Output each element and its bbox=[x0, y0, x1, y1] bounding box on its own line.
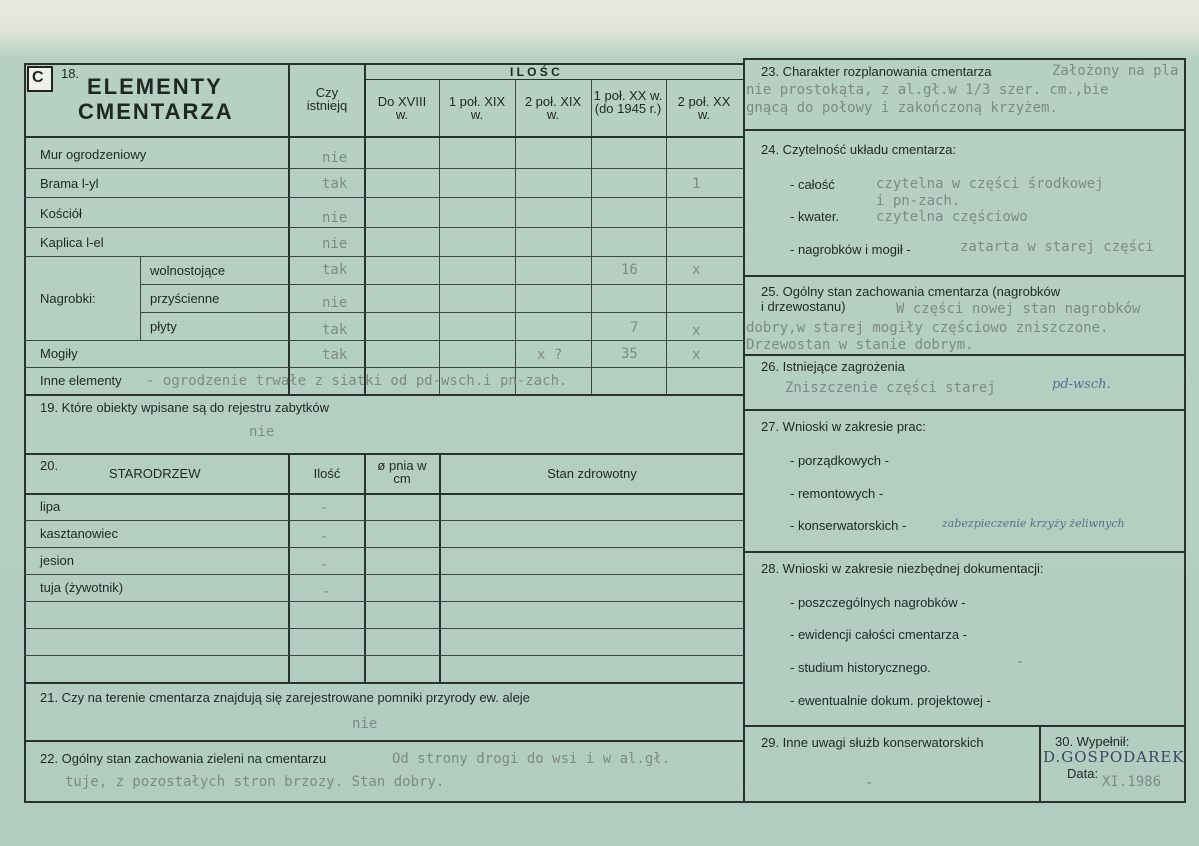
s18-row-line-4 bbox=[24, 256, 745, 257]
s18-period-3: 2 poł. XIX w. bbox=[524, 94, 582, 122]
s18-row-mur-label: Mur ogrodzeniowy bbox=[40, 147, 147, 162]
s19-value: nie bbox=[249, 424, 275, 440]
s18-inne-value: - ogrodzenie trwałe z siatki od pd-wsch.i pn-zach. bbox=[146, 373, 568, 389]
s18-row-line-7 bbox=[24, 340, 745, 341]
s18-number: 18. bbox=[61, 66, 80, 81]
s24-calosc-value-2: i pn-zach. bbox=[876, 193, 961, 209]
s20-row-3-name: jesion bbox=[40, 553, 74, 568]
center-divider bbox=[743, 58, 745, 803]
s18-period-2: 1 poł. XIX w. bbox=[448, 94, 506, 122]
s23-value-line2: nie prostokąta, z al.gł.w 1/3 szer. cm.,bie bbox=[746, 82, 1109, 98]
s18-kaplica-czy: nie bbox=[322, 236, 348, 252]
s24-calosc-value-1: czytelna w części środkowej bbox=[876, 176, 1104, 192]
s18-brama-p5: 1 bbox=[692, 176, 701, 192]
s26-label: 26. Istniejące zagrożenia bbox=[761, 359, 905, 374]
s18-brama-czy: tak bbox=[322, 176, 348, 192]
s19-bottom bbox=[24, 453, 745, 455]
s24-kwater-value: czytelna częściowo bbox=[876, 209, 1028, 225]
s18-col-czy-left bbox=[288, 65, 290, 395]
left-bottom-border bbox=[24, 801, 745, 803]
s28-item-ewidencji: - ewidencji całości cmentarza - bbox=[790, 627, 968, 642]
s18-row-plyty-label: płyty bbox=[150, 319, 177, 334]
s23-label: 23. Charakter rozplanowania cmentarza bbox=[761, 64, 992, 79]
s26-handwritten: pd-wsch. bbox=[1052, 377, 1111, 392]
s25-value-2: dobry,w starej mogiły częściowo zniszczone. bbox=[746, 320, 1109, 336]
s20-col-ilosc: Ilość bbox=[313, 466, 341, 481]
s24-calosc-label: - całość bbox=[790, 177, 835, 192]
s25-bottom bbox=[743, 354, 1186, 356]
left-left-border bbox=[24, 63, 26, 803]
s27-handwritten: zabezpieczenie krzyży żeliwnych bbox=[942, 517, 1125, 530]
s18-row-przy-label: przyścienne bbox=[150, 291, 220, 306]
s18-col-p4-left bbox=[591, 80, 592, 395]
s20-row-1-name: lipa bbox=[40, 499, 61, 514]
s18-row-kaplica-label: Kaplica l-el bbox=[40, 235, 104, 250]
s28-dash-studium: - bbox=[1016, 654, 1025, 670]
s25-value-1: W części nowej stan nagrobków bbox=[896, 301, 1141, 317]
s20-col-stan: Stan zdrowotny bbox=[547, 466, 637, 481]
s28-item-nagrobkow: - poszczególnych nagrobków - bbox=[790, 595, 966, 610]
corner-letter: C bbox=[32, 69, 44, 86]
s20-title: STARODRZEW bbox=[109, 466, 201, 481]
s27-label: 27. Wnioski w zakresie prac: bbox=[761, 419, 926, 434]
s25-label-2: i drzewostanu) bbox=[761, 299, 846, 314]
s21-bottom bbox=[24, 740, 745, 742]
s18-kosciol-czy: nie bbox=[322, 210, 348, 226]
s20-header-bottom bbox=[24, 493, 745, 495]
s18-header-bottom bbox=[24, 136, 745, 138]
s28-item-studium: - studium historycznego. bbox=[790, 660, 931, 675]
s22-value-line1: Od strony drogi do wsi i w al.gł. bbox=[392, 751, 671, 767]
s23-value-line3: gnącą do połowy i zakończoną krzyżem. bbox=[746, 100, 1058, 116]
s18-period-5: 2 poł. XX w. bbox=[677, 94, 731, 122]
s26-bottom bbox=[743, 409, 1186, 411]
s30-label: 30. Wypełnił: bbox=[1055, 734, 1130, 749]
s18-przy-czy: nie bbox=[322, 295, 348, 311]
s27-item-konserwatorskich: - konserwatorskich - bbox=[790, 518, 907, 533]
s29-value: - bbox=[865, 775, 874, 791]
s18-period-1: Do XVIII w. bbox=[377, 94, 427, 122]
s18-row-wolno-label: wolnostojące bbox=[150, 263, 226, 278]
s18-row-line-1 bbox=[24, 168, 745, 169]
s21-label: 21. Czy na terenie cmentarza znajdują się zarejestrowane pomniki przyrody ew. aleje bbox=[40, 690, 530, 705]
s27-item-remontowych: - remontowych - bbox=[790, 486, 884, 501]
s18-row-line-6 bbox=[141, 312, 745, 313]
s25-label-1: 25. Ogólny stan zachowania cmentarza (nagrobków bbox=[761, 284, 1061, 299]
s18-row-inne-label: Inne elementy bbox=[40, 373, 122, 388]
s23-value-line1: Założony na pla bbox=[1052, 63, 1179, 79]
s20-row-2-name: kasztanowiec bbox=[40, 526, 119, 541]
s18-ilosc-underline bbox=[364, 79, 745, 80]
s20-row-3-qty: - bbox=[320, 557, 329, 573]
s22-value-line2: tuje, z pozostałych stron brzozy. Stan dobry. bbox=[65, 774, 445, 790]
s27-bottom bbox=[743, 551, 1186, 553]
s24-nagrobkow-value: zatarta w starej części bbox=[960, 239, 1154, 255]
s20-col-line-1 bbox=[288, 455, 290, 683]
s18-mogily-p5: x bbox=[692, 347, 701, 363]
s18-bottom bbox=[24, 394, 745, 396]
s18-row-kosciol-label: Kościół bbox=[40, 206, 82, 221]
s18-col-czy-header: Czy istniejq bbox=[306, 85, 348, 113]
s24-kwater-label: - kwater. bbox=[790, 209, 840, 224]
s28-bottom bbox=[743, 725, 1186, 727]
s20-row-line-2 bbox=[24, 547, 745, 548]
s18-nagrobki-divider bbox=[140, 256, 141, 340]
s18-wolno-p5: x bbox=[692, 262, 701, 278]
left-top-border bbox=[24, 63, 745, 65]
s21-value: nie bbox=[352, 716, 378, 732]
s28-label: 28. Wnioski w zakresie niezbędnej dokumentacji: bbox=[761, 561, 1044, 576]
s18-mogily-czy: tak bbox=[322, 347, 348, 363]
s30-date: XI.1986 bbox=[1102, 774, 1162, 790]
s18-mogily-p3: x ? bbox=[537, 347, 563, 363]
right-bottom-border bbox=[743, 801, 1186, 803]
s20-row-line-1 bbox=[24, 520, 745, 521]
s18-ilosc-header: I L O Ś C bbox=[510, 65, 560, 79]
s20-row-line-3 bbox=[24, 574, 745, 575]
s18-wolno-czy: tak bbox=[322, 262, 348, 278]
s20-row-4-qty: - bbox=[322, 584, 331, 600]
s18-row-brama-label: Brama l-yl bbox=[40, 176, 99, 191]
s22-label: 22. Ogólny stan zachowania zieleni na cmentarzu bbox=[40, 751, 327, 766]
s18-col-p5-left bbox=[666, 80, 667, 395]
s30-left-border bbox=[1039, 725, 1041, 802]
s18-period-4: 1 poł. XX w. (do 1945 r.) bbox=[593, 88, 663, 116]
s18-col-p2-left bbox=[439, 80, 440, 395]
s24-bottom bbox=[743, 275, 1186, 277]
s19-label: 19. Które obiekty wpisane są do rejestru zabytków bbox=[40, 400, 330, 415]
s20-col-pnia: ø pnia w cm bbox=[377, 458, 427, 486]
right-top-border bbox=[743, 58, 1185, 60]
s18-title-line2: CMENTARZA bbox=[78, 99, 234, 124]
s18-col-p3-left bbox=[515, 80, 516, 395]
s20-row-4-name: tuja (żywotnik) bbox=[40, 580, 124, 595]
right-right-border bbox=[1184, 58, 1186, 803]
s18-nagrobki-label: Nagrobki: bbox=[40, 291, 96, 306]
s20-row-line-6 bbox=[24, 655, 745, 656]
s18-row-line-2 bbox=[24, 197, 745, 198]
s20-row-line-4 bbox=[24, 601, 745, 602]
s30-name: D.GOSPODAREK bbox=[1043, 748, 1185, 766]
s18-title-line1: ELEMENTY bbox=[87, 74, 223, 99]
s18-row-line-5 bbox=[141, 284, 745, 285]
s23-bottom bbox=[743, 129, 1186, 131]
s18-mur-czy: nie bbox=[322, 150, 348, 166]
s20-row-2-qty: - bbox=[320, 529, 329, 545]
s18-row-line-3 bbox=[24, 227, 745, 228]
s26-value: Zniszczenie części starej bbox=[785, 380, 996, 396]
s30-date-label: Data: bbox=[1067, 766, 1099, 781]
s24-nagrobkow-label: - nagrobków i mogił - bbox=[790, 242, 911, 257]
s20-col-line-2 bbox=[364, 455, 366, 683]
s20-number: 20. bbox=[40, 458, 59, 473]
s20-row-line-5 bbox=[24, 628, 745, 629]
s18-row-line-8 bbox=[24, 367, 745, 368]
s18-plyty-p5: x bbox=[692, 323, 701, 339]
s24-label: 24. Czytelność układu cmentarza: bbox=[761, 142, 957, 157]
s18-row-mogily-label: Mogiły bbox=[40, 346, 78, 361]
s18-mogily-p4: 35 bbox=[621, 346, 638, 362]
s25-value-3: Drzewostan w stanie dobrym. bbox=[746, 337, 974, 353]
s20-col-line-3 bbox=[439, 455, 441, 683]
s20-row-1-qty: - bbox=[320, 500, 329, 516]
s18-plyty-czy: tak bbox=[322, 322, 348, 338]
s29-label: 29. Inne uwagi służb konserwatorskich bbox=[761, 735, 984, 750]
s18-col-periods-left bbox=[364, 65, 366, 395]
s20-bottom bbox=[24, 682, 745, 684]
s27-item-porzadkowych: - porządkowych - bbox=[790, 453, 889, 468]
s18-wolno-p4: 16 bbox=[621, 262, 638, 278]
s28-item-projektowej: - ewentualnie dokum. projektowej - bbox=[790, 693, 991, 708]
s18-plyty-p4: 7 bbox=[630, 320, 639, 336]
